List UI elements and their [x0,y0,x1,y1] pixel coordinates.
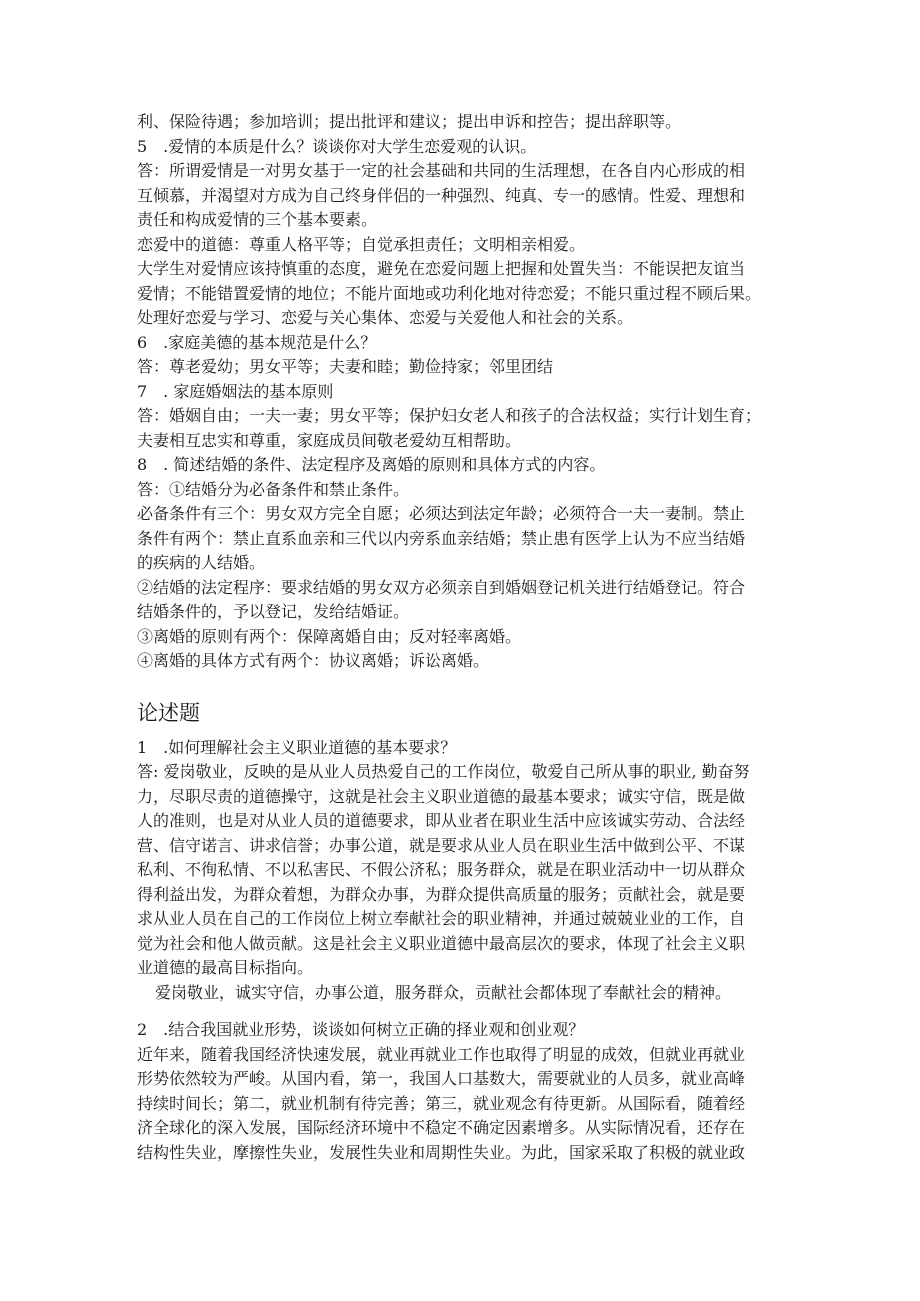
text-line: 答: 爱岗敬业，反映的是从业人员热爱自己的工作岗位，敬爱自己所从事的职业, 勤奋努 [137,762,750,781]
text-line: ③离婚的原则有两个：保障离婚自由；反对轻率离婚。 [137,626,522,646]
text-line: ②结婚的法定程序：要求结婚的男女双方必须亲自到婚姻登记机关进行结婚登记。符合 [137,577,746,597]
text-line: 夫妻相互忠实和尊重，家庭成员间敬老爱幼互相帮助。 [137,430,522,450]
essay-question-1 [137,736,797,981]
text-line: 责任和构成爱情的三个基本要素。 [137,210,378,229]
text-line: 大学生对爱情应该持慎重的态度，避免在恋爱问题上把握和处置失当：不能误把友谊当 [137,259,746,278]
text-line: 5 .爱情的本质是什么？谈谈你对大学生恋爱观的认识。 [137,136,537,156]
text-line: 答：①结婚分为必备条件和禁止条件。 [137,479,410,499]
text-line: 觉为社会和他人做贡献。这是社会主义职业道德中最高层次的要求，体现了社会主义职 [137,933,746,953]
text-line: 力，尽职尽责的道德操守，这就是社会主义职业道德的最基本要求；诚实守信，既是做 [137,786,746,806]
text-line: 持续时间长；第二，就业机制有待完善；第三，就业观念有待更新。从国际看，随着经 [137,1093,746,1113]
text-line: 人的准则，也是对从业人员的道德要求，即从业者在职业生活中应该诚实劳动、合法经 [137,811,746,830]
text-line: 2 .结合我国就业形势，谈谈如何树立正确的择业观和创业观？ [137,1020,585,1039]
text-line: 爱情；不能错置爱情的地位；不能片面地或功利化地对待恋爱；不能只重过程不顾后果。 [137,283,762,303]
text-line: 近年来，随着我国经济快速发展，就业再就业工作也取得了明显的成效，但就业再就业 [137,1044,746,1064]
text-line: 互倾慕，并渴望对方成为自己终身伴侣的一种强烈、纯真、专一的感情。性爱、理想和 [137,185,746,205]
text-line: 答：婚姻自由；一夫一妻；男女平等；保护妇女老人和孩子的合法权益；实行计划生育； [137,406,762,425]
text-line: 必备条件有三个：男女双方完全自愿；必须达到法定年龄；必须符合一夫一妻制。禁止 [137,504,746,523]
text-line: 6 .家庭美德的基本规范是什么？ [137,332,377,352]
text-line: 业道德的最高目标指向。 [137,958,314,977]
text-line: 结构性失业，摩擦性失业，发展性失业和周期性失业。为此，国家采取了积极的就业政 [137,1142,746,1162]
essay-question-2 [137,1018,797,1165]
summary-line: 爱岗敬业，诚实守信，办事公道，服务群众，贡献社会都体现了奉献社会的精神。 [155,982,732,1002]
document-page [137,110,797,1165]
text-line: 1 .如何理解社会主义职业道德的基本要求？ [137,737,457,757]
text-line: 答：尊老爱幼；男女平等；夫妻和睦；勤俭持家；邻里团结 [137,357,554,376]
text-line: 得利益出发，为群众着想，为群众办事，为群众提供高质量的服务；贡献社会，就是要 [137,884,746,904]
text-line: 私利、不徇私情、不以私害民、不假公济私；服务群众，就是在职业活动中一切从群众 [137,860,746,879]
text-line: 恋爱中的道德：尊重人格平等；自觉承担责任；文明相亲相爱。 [137,234,586,254]
text-line: 形势依然较为严峻。从国内看，第一，我国人口基数大，需要就业的人员多，就业高峰 [137,1069,746,1088]
text-line: 答：所谓爱情是一对男女基于一定的社会基础和共同的生活理想，在各自内心形成的相 [137,161,746,180]
text-line: 7 . 家庭婚姻法的基本原则 [137,381,334,401]
text-line: ④离婚的具体方式有两个：协议离婚；诉讼离婚。 [137,651,490,670]
text-line: 的疾病的人结婚。 [137,553,266,572]
text-line: 济全球化的深入发展，国际经济环境中不稳定不确定因素增多。从实际情况看，还存在 [137,1118,746,1137]
text-line: 求从业人员在自己的工作岗位上树立奉献社会的职业精神，并通过兢兢业业的工作，自 [137,909,746,928]
spacer [137,1005,797,1018]
text-line: 条件有两个：禁止直系血亲和三代以内旁系血亲结婚；禁止患有医学上认为不应当结婚 [137,528,746,548]
answers-section [137,110,797,674]
text-line: 利、保险待遇；参加培训；提出批评和建议；提出申诉和控告；提出辞职等。 [137,112,682,131]
section-title: 论述题 [137,700,200,725]
text-line: 8 . 简述结婚的条件、法定程序及离婚的原则和具体方式的内容。 [137,455,606,474]
text-line: 结婚条件的，予以登记，发给结婚证。 [137,602,410,621]
text-line: 营、信守诺言、讲求信誉；办事公道，就是要求从业人员在职业生活中做到公平、不谋 [137,835,746,855]
text-line: 处理好恋爱与学习、恋爱与关心集体、恋爱与关爱他人和社会的关系。 [137,308,634,327]
